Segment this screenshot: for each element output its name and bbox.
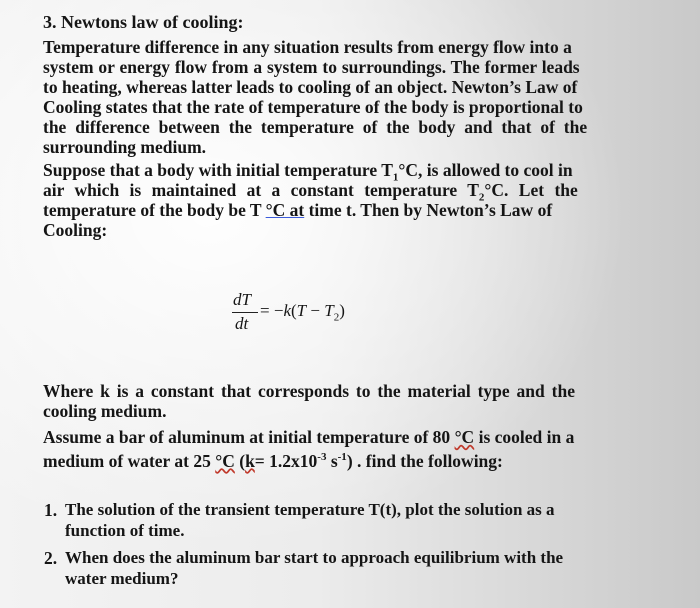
- eq-paren-close: ): [339, 301, 345, 320]
- section-heading: 3. Newtons law of cooling:: [43, 12, 244, 32]
- spell-underlined-text: k: [245, 450, 255, 471]
- underlined-text: °C at: [265, 200, 305, 220]
- spell-underlined-text: °C: [454, 427, 475, 447]
- eq-k: k: [283, 301, 291, 320]
- eq-sign: = −: [260, 301, 284, 320]
- numerator: dT: [233, 290, 251, 309]
- suppose-line-3: [43, 200, 552, 220]
- intro-line: surrounding medium.: [43, 137, 207, 157]
- text: = 1.2x10: [254, 450, 318, 471]
- text: air which is maintained at a constant temperature T: [43, 180, 479, 200]
- spell-underlined-text: °C: [215, 450, 235, 471]
- suppose-line-4: Cooling:: [43, 220, 108, 240]
- eq-minus: −: [306, 301, 325, 320]
- text: time t. Then by Newton’s Law of: [304, 200, 553, 220]
- question-line: When does the aluminum bar start to approach equilibrium with the: [65, 548, 564, 567]
- question-number: 2.: [44, 548, 58, 568]
- eq-T: T: [296, 301, 307, 320]
- text: °C, is allowed to cool in: [398, 160, 573, 180]
- text: is cooled in a: [474, 427, 575, 447]
- text: ) . find the following:: [346, 450, 503, 471]
- text: °C. Let the: [484, 180, 578, 200]
- assume-line-2: [43, 447, 503, 471]
- question-line: The solution of the transient temperature T(t), plot the solution as a: [65, 500, 555, 519]
- text: s: [326, 450, 338, 471]
- equation-rhs: [260, 301, 345, 323]
- intro-line: system or energy flow from a system to surroundings. The former leads: [43, 57, 580, 77]
- intro-line: Cooling states that the rate of temperature of the body is proportional to: [43, 97, 583, 117]
- intro-line: the difference between the temperature of the body and that of the: [43, 117, 588, 137]
- intro-line: to heating, whereas latter leads to cooling of an object. Newton’s Law of: [43, 77, 578, 97]
- eq-T2-sub: 2: [333, 311, 340, 324]
- eq-T2: T: [324, 301, 334, 320]
- question-number: 1.: [44, 500, 58, 520]
- question-line: water medium?: [65, 569, 179, 588]
- superscript: -1: [337, 451, 347, 463]
- intro-line: Temperature difference in any situation results from energy flow into a: [43, 37, 572, 57]
- text: (: [234, 450, 246, 471]
- denominator: dt: [235, 314, 249, 333]
- where-line: Where k is a constant that corresponds to the material type and the: [43, 381, 575, 401]
- superscript: -3: [317, 451, 327, 463]
- text: Suppose that a body with initial temperature T: [43, 160, 393, 180]
- text: temperature of the body be T: [43, 200, 266, 220]
- question-line: function of time.: [65, 521, 185, 540]
- subscript: 2: [478, 191, 485, 204]
- subscript: 1: [392, 171, 399, 184]
- fraction-bar: [232, 312, 258, 313]
- text: Assume a bar of aluminum at initial temperature of 80: [43, 427, 455, 447]
- where-line: cooling medium.: [43, 401, 167, 421]
- text: medium of water at 25: [43, 450, 216, 471]
- eq-paren-open: (: [290, 301, 297, 320]
- assume-line-1: [43, 427, 574, 447]
